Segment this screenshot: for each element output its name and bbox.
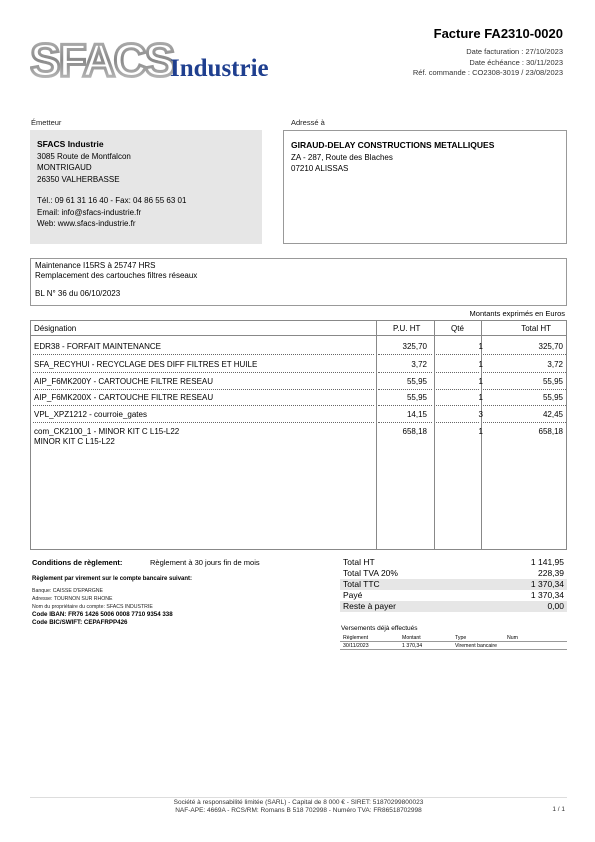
table-row [31, 374, 566, 390]
items-table [30, 320, 567, 550]
recipient-label: Adressé à [291, 118, 325, 127]
reste-value: 0,00 [547, 601, 564, 611]
payments-header-num: Num [507, 635, 518, 641]
header-pu: P.U. HT [393, 324, 421, 333]
payments-header-type: Type [455, 635, 467, 641]
company-logo [30, 36, 290, 86]
row-qty: 3 [478, 410, 483, 419]
row-designation: SFA_RECYHUI - RECYCLAGE DES DIFF FILTRES ET HUILE [34, 360, 258, 369]
total-ttc-label: Total TTC [343, 579, 380, 589]
total-paye-value: 1 370,34 [530, 590, 564, 600]
bank-bic: Code BIC/SWIFT: CEPAFRPP426 [32, 619, 128, 626]
footer-line1: Société à responsabilité limitée (SARL) - Capital de 8 000 € - SIRET: 51870299800023 [173, 799, 424, 806]
date-facturation: Date facturation : 27/10/2023 [466, 47, 563, 56]
emitter-addr3: 26350 VALHERBASSE [37, 174, 120, 184]
row-pu: 658,18 [402, 427, 427, 436]
header-designation: Désignation [34, 324, 77, 333]
row-designation: EDR38 - FORFAIT MAINTENANCE [34, 342, 161, 351]
recipient-addr2: 07210 ALISSAS [291, 164, 349, 173]
ref-commande: Réf. commande : CO2308-3019 / 23/08/2023 [412, 68, 563, 77]
emitter-tel: Tél.: 09 61 31 16 40 - Fax: 04 86 55 63 01 [37, 196, 187, 205]
table-row [31, 407, 566, 423]
payment-type: Virement bancaire [455, 643, 498, 649]
row-designation: AIP_F6MK200X - CARTOUCHE FILTRE RESEAU [34, 393, 214, 402]
row-designation: AIP_F6MK200Y - CARTOUCHE FILTRE RESEAU [34, 377, 214, 386]
header-qty: Qté [451, 324, 464, 333]
emitter-email: Email: info@sfacs-industrie.fr [37, 207, 142, 217]
payment-amount: 1 370,34 [402, 643, 423, 649]
reste-label: Reste à payer [343, 601, 396, 611]
total-paye [340, 590, 567, 601]
bank-owner: Nom du propriétaire du compte: SFACS INDUSTRIE [32, 604, 153, 610]
emitter-web: Web: www.sfacs-industrie.fr [37, 219, 136, 228]
emitter-addr1: 3085 Route de Montfalcon [37, 151, 131, 161]
invoice-title: Facture FA2310-0020 [433, 26, 563, 41]
emitter-box [30, 130, 262, 244]
row-pu: 55,95 [406, 377, 427, 386]
row-qty: 1 [478, 342, 483, 351]
invoice-meta [413, 47, 563, 79]
svg-text:SFACS: SFACS [30, 36, 174, 86]
total-ttc-value: 1 370,34 [530, 579, 564, 589]
bank-iban: Code IBAN: FR76 1426 5006 0008 7710 9354 338 [32, 611, 173, 618]
bank-address: Adresse: TOURNON SUR RHONE [32, 596, 113, 602]
row-total: 658,18 [538, 427, 563, 436]
row-qty: 1 [478, 393, 483, 402]
recipient-addr1: ZA - 287, Route des Blaches [291, 152, 393, 162]
payment-date: 30/11/2023 [343, 643, 369, 649]
recipient-box [283, 130, 567, 244]
row-total: 55,95 [542, 393, 563, 402]
row-designation: VPL_XPZ1212 - courroie_gates [34, 410, 147, 419]
row-designation-2: MINOR KIT C L15-L22 [34, 437, 115, 446]
total-tva-label: Total TVA 20% [343, 568, 398, 578]
total-ht-value: 1 141,95 [530, 557, 564, 567]
table-header [31, 321, 566, 336]
table-row [31, 424, 566, 448]
conditions-title: Conditions de règlement: [32, 558, 123, 567]
description-line3: BL N° 36 du 06/10/2023 [35, 289, 121, 298]
svg-text:Industrie: Industrie [170, 55, 269, 82]
amounts-note: Montants exprimés en Euros [469, 309, 565, 318]
row-qty: 1 [478, 377, 483, 386]
payments-header-reglement: Règlement [343, 635, 369, 641]
payment-row [340, 643, 567, 650]
page-number: 1 / 1 [552, 806, 565, 813]
total-ht [340, 557, 567, 568]
payments-header [340, 635, 567, 642]
row-total: 55,95 [542, 377, 563, 386]
row-pu: 3,72 [411, 360, 427, 369]
row-total: 325,70 [538, 342, 563, 351]
conditions-value: Règlement à 30 jours fin de mois [150, 558, 260, 567]
row-pu: 325,70 [402, 342, 427, 351]
emitter-name: SFACS Industrie [37, 139, 104, 149]
row-qty: 1 [478, 360, 483, 369]
recipient-name: GIRAUD-DELAY CONSTRUCTIONS METALLIQUES [291, 140, 495, 150]
bank-name: Banque: CAISSE D'EPARGNE [32, 588, 103, 594]
row-pu: 14,15 [406, 410, 427, 419]
row-total: 3,72 [547, 360, 563, 369]
description-line2: Remplacement des cartouches filtres réseaux [35, 271, 198, 280]
emitter-addr2: MONTRIGAUD [37, 163, 92, 172]
payments-title: Versements déjà effectués [341, 625, 418, 632]
row-designation: com_CK2100_1 - MINOR KIT C L15-L22 [34, 427, 180, 436]
total-ttc [340, 579, 567, 590]
emitter-label: Émetteur [31, 118, 62, 127]
row-qty: 1 [478, 427, 483, 436]
description-line1: Maintenance I15RS à 25747 HRS [35, 261, 156, 270]
total-paye-label: Payé [343, 590, 363, 600]
table-row [31, 390, 566, 406]
row-total: 42,45 [542, 410, 563, 419]
row-pu: 55,95 [406, 393, 427, 402]
total-ht-label: Total HT [343, 557, 375, 567]
table-row [31, 339, 566, 355]
description-box [30, 258, 567, 306]
footer-line2: NAF-APE: 4669A - RCS/RM: Romans B 518 702998 - Numéro TVA: FR86518702998 [175, 807, 422, 814]
header-total: Total HT [521, 324, 551, 333]
total-tva [340, 568, 567, 579]
payments-header-montant: Montant [402, 635, 421, 641]
bank-title: Règlement par virement sur le compte bancaire suivant: [32, 576, 193, 582]
table-row [31, 357, 566, 373]
date-echeance: Date échéance : 30/11/2023 [469, 57, 563, 67]
reste-a-payer [340, 601, 567, 612]
total-tva-value: 228,39 [538, 568, 564, 578]
